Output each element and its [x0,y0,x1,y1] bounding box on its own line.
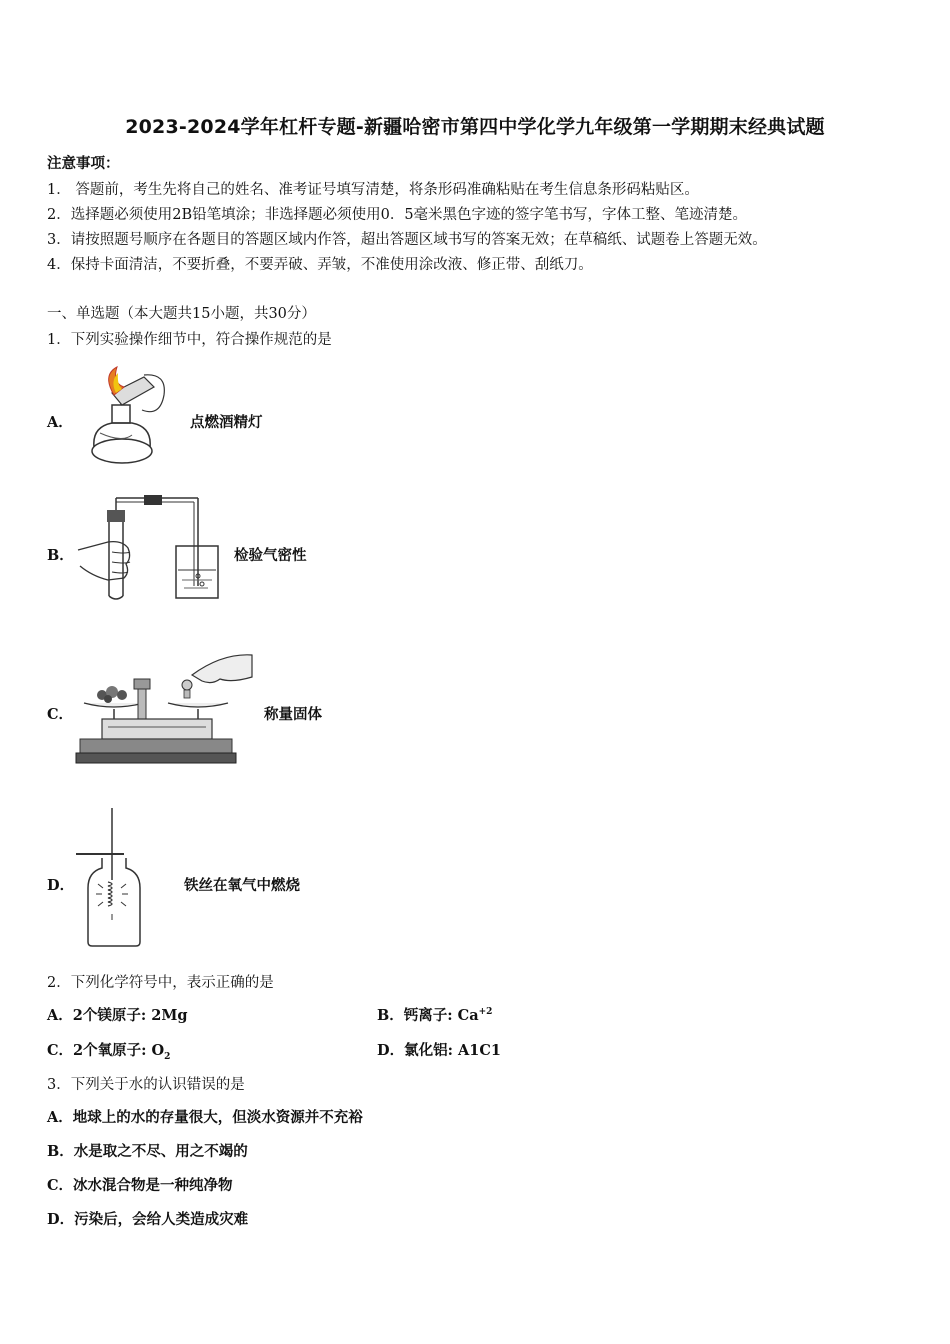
q2-option-c[interactable] [47,1039,170,1062]
q3-option-b[interactable]: B．水是取之不尽、用之不竭的 [47,1143,248,1160]
q2-option-c-text: C．2个氧原子: O [47,1042,165,1059]
notice-item: 2．选择题必须使用2B铅笔填涂；非选择题必须使用0．5毫米黑色字迹的签字笔书写，字体工整、笔迹清楚。 [47,207,748,223]
q3-option-d[interactable]: D．污染后，会给人类造成灾难 [47,1211,249,1228]
q1-option-c-label[interactable]: C． [47,706,74,723]
notice-heading: 注意事项： [47,155,120,172]
question-1-stem: 1．下列实验操作细节中，符合操作规范的是 [47,332,332,348]
q1-option-b-text: 检验气密性 [234,547,307,564]
air-tightness-test-figure [72,492,227,602]
q2-option-b-text: B．钙离子: Ca [377,1007,479,1024]
q3-option-a[interactable]: A．地球上的水的存量很大，但淡水资源并不充裕 [47,1109,363,1126]
q1-option-d-text: 铁丝在氧气中燃烧 [184,877,300,894]
balance-weighing-figure [72,645,257,770]
q2-option-d[interactable]: D．氯化铝: A1C1 [377,1042,501,1059]
notice-item: 4．保持卡面清洁，不要折叠，不要弄破、弄皱，不准使用涂改液、修正带、刮纸刀。 [47,257,593,273]
iron-wire-burning-figure [72,808,152,950]
q1-option-c-text: 称量固体 [264,706,322,723]
q1-option-d-label[interactable]: D． [47,877,75,894]
q3-option-c[interactable]: C．冰水混合物是一种纯净物 [47,1177,233,1194]
notice-item: 1． 答题前，考生先将自己的姓名、准考证号填写清楚，将条形码准确粘贴在考生信息条形码粘贴区。 [47,182,699,198]
q1-option-a-text: 点燃酒精灯 [190,414,263,431]
section-heading: 一、单选题（本大题共15小题，共30分） [47,306,316,322]
q2-option-b[interactable] [377,1004,492,1025]
notice-item: 3．请按照题号顺序在各题目的答题区域内作答，超出答题区域书写的答案无效；在草稿纸、试题卷上答题无效。 [47,232,767,248]
q1-option-b-label[interactable]: B． [47,547,74,564]
q2-option-b-charge: +2 [478,1007,493,1018]
question-3-stem: 3．下列关于水的认识错误的是 [47,1077,245,1093]
q1-option-a-label[interactable]: A． [47,414,73,431]
q2-option-c-subscript: 2 [164,1051,171,1062]
question-2-stem: 2．下列化学符号中，表示正确的是 [47,975,274,991]
page-title: 2023-2024学年杠杆专题-新疆哈密市第四中学化学九年级第一学期期末经典试题 [125,116,825,138]
q2-option-a[interactable]: A．2个镁原子: 2Mg [47,1007,188,1024]
alcohol-lamp-lighting-figure [72,365,172,473]
